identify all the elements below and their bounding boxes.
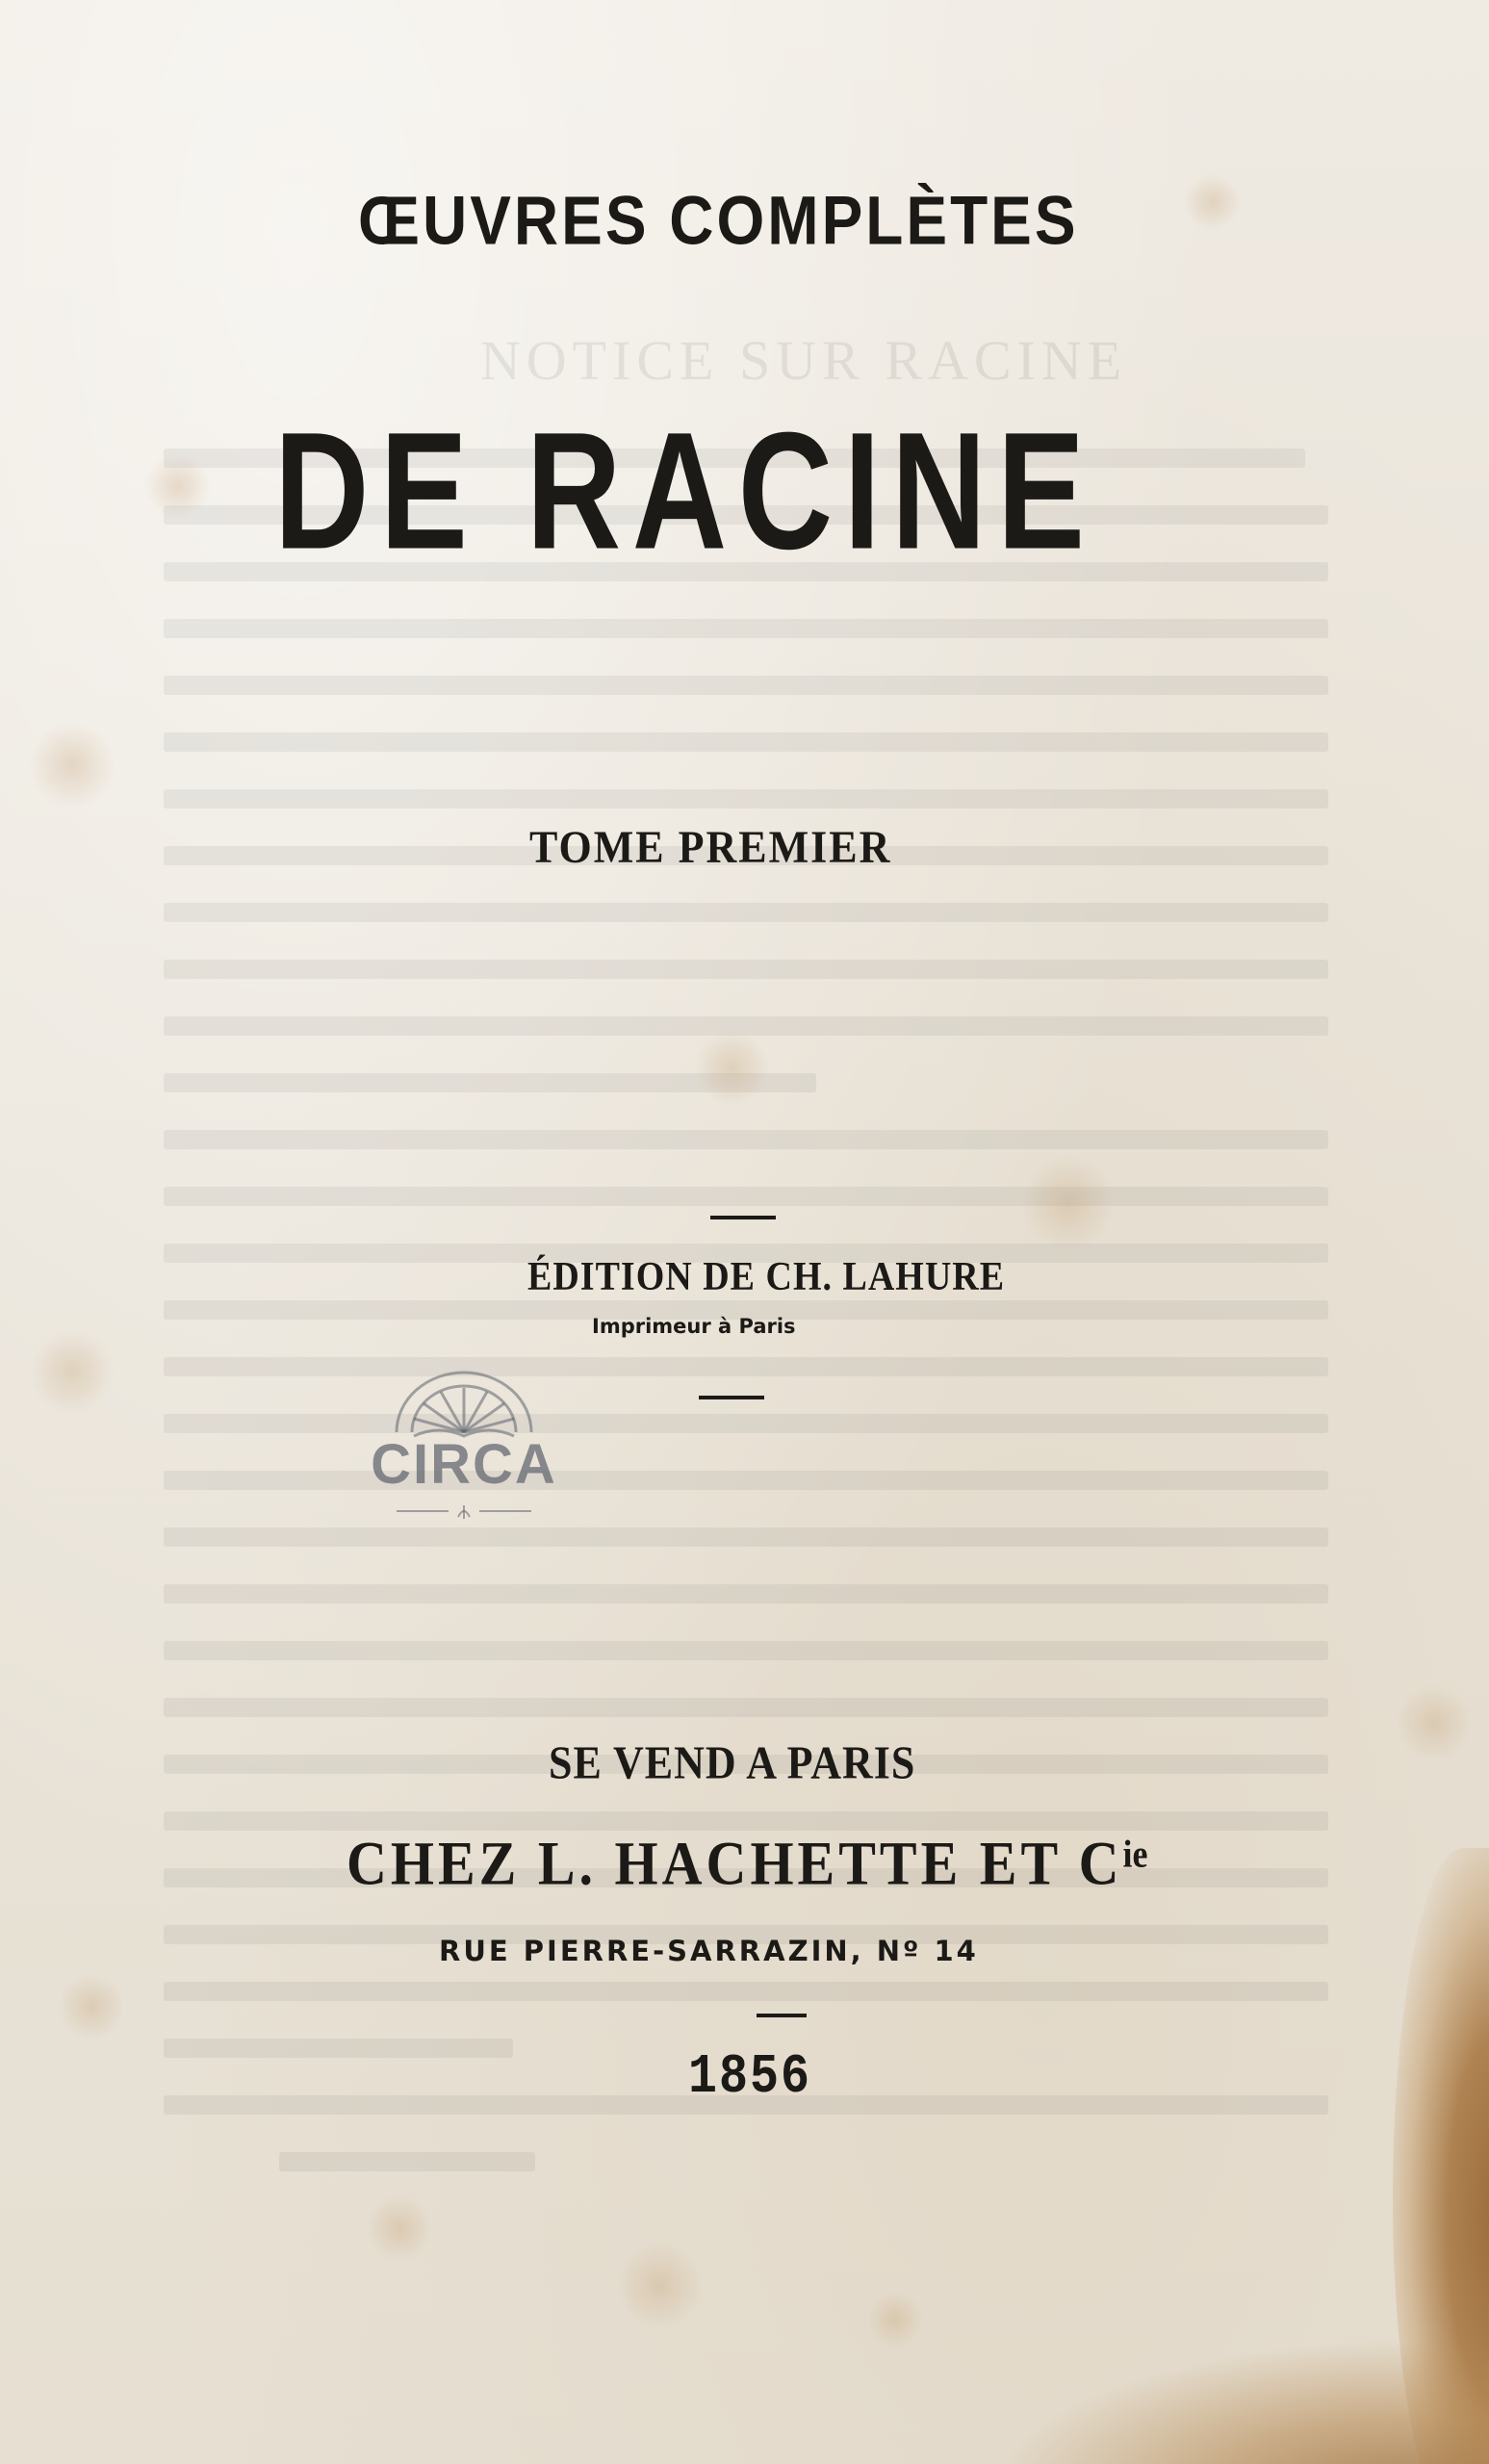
- foxing-spot: [1020, 1155, 1117, 1251]
- circa-watermark-text: CIRCA: [371, 1433, 557, 1496]
- foxing-spot: [58, 1973, 125, 2040]
- foxing-spot: [866, 2291, 924, 2348]
- divider-rule: [757, 2014, 807, 2017]
- title-de-racine: DE RACINE: [274, 398, 1096, 585]
- publisher-address: RUE PIERRE-SARRAZIN, Nº 14: [439, 1935, 979, 1967]
- bleed-through-heading: NOTICE SUR RACINE: [479, 329, 1128, 392]
- publication-year: 1856: [688, 2045, 812, 2110]
- foxing-spot: [1396, 1684, 1473, 1761]
- edition-label: ÉDITION DE CH. LAHURE: [527, 1254, 1006, 1300]
- foxing-spot: [144, 452, 212, 520]
- volume-label: TOME PREMIER: [529, 822, 892, 873]
- foxing-spot: [1184, 173, 1242, 231]
- foxing-spot: [693, 1030, 770, 1107]
- divider-rule: [710, 1216, 776, 1219]
- foxing-spot: [616, 2243, 703, 2329]
- edition-subtitle: Imprimeur à Paris: [592, 1315, 796, 1338]
- foxing-spot: [29, 722, 116, 808]
- foxing-spot: [29, 1328, 116, 1415]
- circa-watermark: [358, 1365, 570, 1538]
- publisher-name-text: CHEZ L. HACHETTE ET C: [347, 1828, 1123, 1898]
- title-oeuvres-completes: ŒUVRES COMPLÈTES: [358, 181, 1079, 260]
- divider-rule: [699, 1396, 764, 1399]
- publisher-name: [347, 1827, 1148, 1899]
- publisher-name-superscript: ie: [1122, 1832, 1148, 1876]
- foxing-spot: [366, 2194, 433, 2262]
- water-stain-bottom: [988, 2339, 1489, 2464]
- publisher-intro: SE VEND A PARIS: [549, 1736, 916, 1789]
